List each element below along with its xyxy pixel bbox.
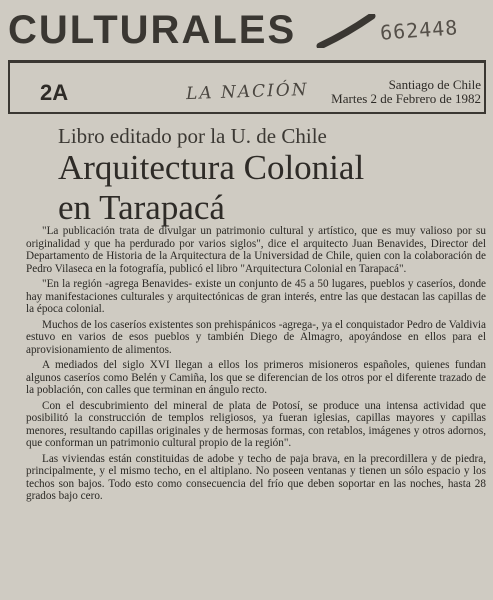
article-body bbox=[26, 225, 486, 506]
box-right-rule bbox=[484, 60, 486, 114]
article-kicker: Libro editado por la U. de Chile bbox=[58, 124, 327, 148]
handwritten-number: 662448 bbox=[379, 15, 459, 45]
article-paragraph: Muchos de los caseríos existentes son prehispánicos -agrega-, ya el conquistador Pedro de Valdivia estuvo en varios de esos pueblos y también Diego de Almagro, apoyándose en ellos para el aprovisionamiento de alimentos. bbox=[26, 318, 486, 356]
dateline-date: Martes 2 de Febrero de 1982 bbox=[331, 91, 481, 106]
article-paragraph: A mediados del siglo XVI llegan a ellos los primeros misioneros españoles, quienes fundan algunos caseríos como Belén y Camiña, los que se diferencian de los otros por el diferente trazado de la población, con calles que terminan en ángulo recto. bbox=[26, 359, 486, 396]
dateline bbox=[331, 78, 481, 106]
top-rule bbox=[8, 60, 486, 63]
section-masthead: CULTURALES bbox=[8, 8, 297, 52]
article-headline bbox=[58, 148, 478, 228]
newspaper-signature: LA NACIÓN bbox=[185, 79, 309, 105]
page-number: 2A bbox=[40, 80, 69, 105]
headline-line: Arquitectura Colonial bbox=[58, 148, 365, 187]
dateline-city: Santiago de Chile bbox=[388, 77, 481, 92]
article-paragraph: Con el descubrimiento del mineral de plata de Potosí, se produce una intensa actividad que posibilitó la construcción de templos religiosos, ya fueran iglesias, capillas mayores y capillas menores, resultando capillas originales y de hermosas formas, con retablos, imágenes y otros adornos, que conforman un patrimonio cultural propio de la región". bbox=[26, 399, 486, 449]
article-paragraph: Las viviendas están constituidas de adobe y techo de paja brava, en la precordillera y de piedra, principalmente, y el mismo techo, en el altiplano. No poseen ventanas y tienen un sólo espacio y los techos son bajos. Todo esto como consecuencia del frío que deben soportar en las noches, hasta 28 grados bajo cero. bbox=[26, 452, 486, 502]
headline-line: en Tarapacá bbox=[58, 188, 225, 227]
header-bottom-rule bbox=[8, 112, 486, 114]
article-paragraph: "La publicación trata de divulgar un patrimonio cultural y artístico, que es muy valioso por su originalidad y que ha perdurado por varios siglos", dice el arquitecto Juan Benavides, Director del Departamento de Historia de la Arquitectura de la Universidad de Chile, quien con la colaboración de Pedro Vilaseca en la fotografía, publicó el libro "Arquitectura Colonial en Tarapacá". bbox=[26, 225, 486, 275]
box-left-rule bbox=[8, 60, 10, 114]
masthead-slash-mark bbox=[316, 14, 376, 48]
article-paragraph: "En la región -agrega Benavides- existe un conjunto de 45 a 50 lugares, pueblos y caseríos, donde hay manifestaciones culturales y arquitectónicas de gran interés, entre las que destacan las capillas de la época colonial. bbox=[26, 278, 486, 315]
